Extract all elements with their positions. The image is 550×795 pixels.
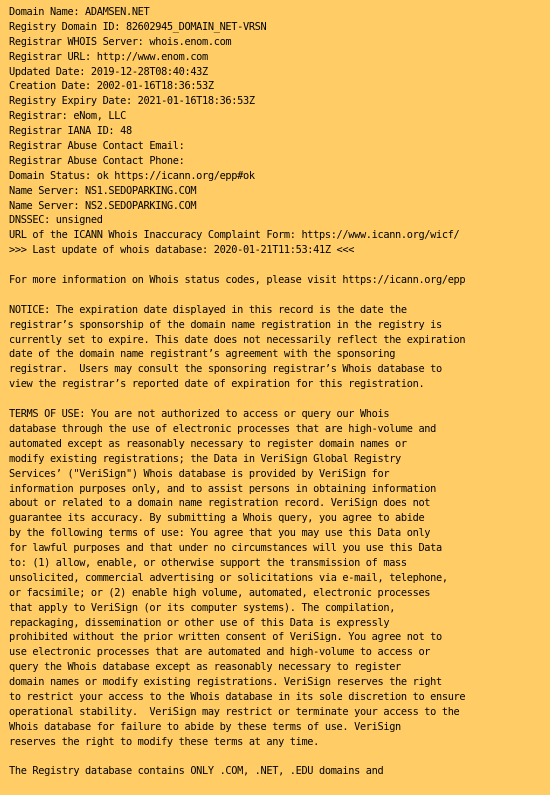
- whois-line: TERMS OF USE: You are not authorized to access or query our Whois: [9, 408, 390, 421]
- whois-line: or facsimile; or (2) enable high volume, automated, electronic processes: [9, 586, 431, 599]
- whois-line: for lawful purposes and that under no circumstances will you use this Data: [9, 542, 442, 555]
- whois-line: For more information on Whois status codes, please visit https://icann.org/epp: [9, 274, 466, 287]
- whois-line: Services’ ("VeriSign") Whois database is provided by VeriSign for: [9, 467, 390, 480]
- whois-line: prohibited without the prior written consent of VeriSign. You agree not to: [9, 631, 442, 644]
- whois-line: use electronic processes that are automated and high-volume to access or: [9, 646, 431, 659]
- whois-line: Registry Expiry Date: 2021-01-16T18:36:53Z: [9, 95, 255, 108]
- whois-line: by the following terms of use: You agree that you may use this Data only: [9, 527, 431, 540]
- whois-line: NOTICE: The expiration date displayed in this record is the date the: [9, 303, 407, 316]
- whois-line: [9, 750, 550, 765]
- whois-line: Registrar WHOIS Server: whois.enom.com: [9, 35, 232, 48]
- whois-line: database through the use of electronic processes that are high-volume and: [9, 422, 436, 435]
- whois-line: registrar. Users may consult the sponsoring registrar’s Whois database to: [9, 363, 442, 376]
- whois-line: information purposes only, and to assist persons in obtaining information: [9, 482, 436, 495]
- whois-line: Registrar URL: http://www.enom.com: [9, 50, 208, 63]
- whois-line: registrar’s sponsorship of the domain name registration in the registry is: [9, 318, 442, 331]
- whois-line: [9, 392, 550, 407]
- whois-line: currently set to expire. This date does not necessarily reflect the expiration: [9, 333, 466, 346]
- whois-line: view the registrar’s reported date of expiration for this registration.: [9, 378, 425, 391]
- whois-line: Registrar IANA ID: 48: [9, 125, 132, 138]
- whois-line: automated except as reasonably necessary to register domain names or: [9, 437, 407, 450]
- whois-line: Registrar Abuse Contact Phone:: [9, 154, 185, 167]
- whois-line: query the Whois database except as reasonably necessary to register: [9, 661, 401, 674]
- whois-line: Registrar Abuse Contact Email:: [9, 140, 185, 153]
- whois-line: Domain Status: ok https://icann.org/epp#ok: [9, 169, 255, 182]
- whois-line: URL of the ICANN Whois Inaccuracy Complaint Form: https://www.icann.org/wicf/: [9, 229, 460, 242]
- whois-line: Name Server: NS1.SEDOPARKING.COM: [9, 184, 197, 197]
- whois-line: Domain Name: ADAMSEN.NET: [9, 6, 150, 18]
- whois-line: Whois database for failure to abide by these terms of use. VeriSign: [9, 720, 401, 733]
- whois-line: repackaging, dissemination or other use of this Data is expressly: [9, 616, 390, 629]
- whois-line: [9, 258, 550, 273]
- whois-line: guarantee its accuracy. By submitting a Whois query, you agree to abide: [9, 512, 425, 525]
- whois-line: about or related to a domain name registration record. VeriSign does not: [9, 497, 431, 510]
- whois-line: >>> Last update of whois database: 2020-01-21T11:53:41Z <<<: [9, 244, 355, 257]
- whois-line: unsolicited, commercial advertising or solicitations via e-mail, telephone,: [9, 571, 448, 584]
- whois-line: date of the domain name registrant’s agreement with the sponsoring: [9, 348, 396, 361]
- whois-line: that apply to VeriSign (or its computer systems). The compilation,: [9, 601, 396, 614]
- whois-line: modify existing registrations; the Data in VeriSign Global Registry: [9, 452, 401, 465]
- whois-line: to: (1) allow, enable, or otherwise support the transmission of mass: [9, 556, 407, 569]
- whois-line: domain names or modify existing registrations. VeriSign reserves the right: [9, 676, 442, 689]
- whois-line: Name Server: NS2.SEDOPARKING.COM: [9, 199, 197, 212]
- whois-line: operational stability. VeriSign may restrict or terminate your access to the: [9, 705, 460, 718]
- whois-line: Registry Domain ID: 82602945_DOMAIN_NET-VRSN: [9, 20, 267, 33]
- whois-line: to restrict your access to the Whois database in its sole discretion to ensure: [9, 690, 466, 703]
- whois-line: Registrar: eNom, LLC: [9, 110, 126, 123]
- whois-line: The Registry database contains ONLY .COM, .NET, .EDU domains and: [9, 765, 384, 778]
- whois-line: Creation Date: 2002-01-16T18:36:53Z: [9, 80, 214, 93]
- whois-line: reserves the right to modify these terms at any time.: [9, 735, 320, 748]
- whois-line: Updated Date: 2019-12-28T08:40:43Z: [9, 65, 208, 78]
- whois-line: DNSSEC: unsigned: [9, 214, 103, 227]
- whois-line: [9, 288, 550, 303]
